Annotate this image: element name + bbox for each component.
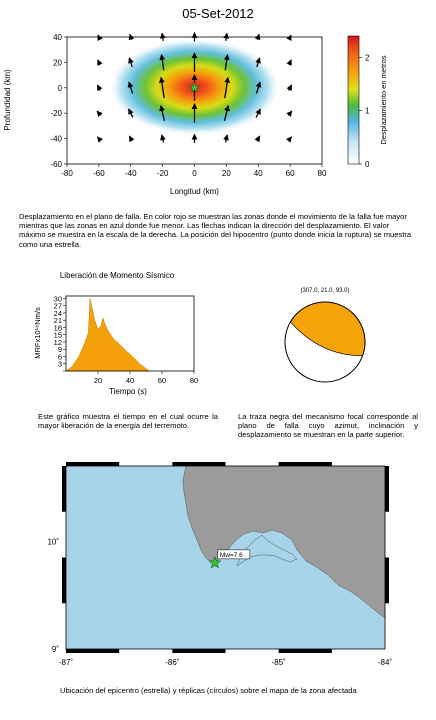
stf-y-tick-label: 9 bbox=[57, 345, 62, 355]
map-caption: Ubicación del epicentro (estrella) y réplicas (círculos) sobre el mapa de la zona afectada bbox=[60, 686, 357, 695]
slip-x-tick-label: 0 bbox=[192, 169, 197, 178]
map-lon-label: -85˚ bbox=[271, 658, 286, 667]
slip-x-tick-label: -80 bbox=[61, 169, 73, 178]
stf-y-tick-label: 21 bbox=[53, 316, 62, 326]
slip-x-label: Longitud (km) bbox=[170, 187, 219, 196]
map-frame-segment bbox=[385, 466, 389, 512]
magnitude-label: Mw=7.6 bbox=[219, 551, 243, 559]
mechanism-label: (307.0, 21.0, 93.0) bbox=[300, 288, 350, 294]
page-title: 05-Set-2012 bbox=[182, 6, 254, 21]
map-frame-segment bbox=[62, 558, 66, 604]
map-lat-label: 9˚ bbox=[51, 645, 59, 654]
map-frame-segment bbox=[279, 649, 332, 653]
map-lon-label: -86˚ bbox=[165, 658, 180, 667]
stf-y-tick-label: 30 bbox=[53, 294, 62, 304]
map-frame-segment bbox=[279, 462, 332, 466]
slip-y-tick-label: 20 bbox=[53, 58, 62, 68]
slip-distribution-chart bbox=[0, 26, 436, 201]
map-lon-label: -84˚ bbox=[377, 658, 393, 667]
stf-y-tick-label: 12 bbox=[53, 337, 62, 347]
slip-x-tick-label: 80 bbox=[317, 169, 327, 178]
stf-y-tick-label: 24 bbox=[53, 308, 62, 318]
slip-y-tick-label: -60 bbox=[50, 160, 62, 169]
colorbar-tick-label: 2 bbox=[365, 53, 370, 63]
map-frame-segment bbox=[62, 466, 66, 512]
colorbar-tick-label: 1 bbox=[365, 106, 370, 116]
slip-x-tick-label: -40 bbox=[124, 169, 137, 178]
stf-y-tick-label: 6 bbox=[57, 352, 62, 362]
mech-caption: La traza negra del mecanismo focal corresponde al plano de falla cuyo azimut, inclinación y desplazamiento se muestran en la parte superior. bbox=[238, 412, 418, 440]
slip-y-tick-label: 0 bbox=[57, 83, 62, 93]
map-frame-segment bbox=[66, 649, 119, 653]
location-map bbox=[0, 458, 436, 683]
colorbar-label: Desplazamiento en metros bbox=[379, 55, 388, 145]
stf-y-tick-label: 27 bbox=[53, 301, 62, 311]
map-lon-label: -87˚ bbox=[58, 658, 74, 667]
slip-x-tick-label: 60 bbox=[285, 169, 295, 178]
map-frame-segment bbox=[172, 649, 225, 653]
map-lat-label: 10˚ bbox=[47, 537, 59, 547]
moment-release-chart bbox=[0, 266, 220, 401]
map-frame-segment bbox=[385, 558, 389, 604]
stf-title: Liberación de Momento Sísmico bbox=[59, 271, 175, 280]
stf-x-label: Tiempo (s) bbox=[109, 387, 147, 396]
slip-y-tick-label: -40 bbox=[50, 134, 62, 144]
slip-y-tick-label: 40 bbox=[53, 33, 62, 42]
stf-x-tick-label: 20 bbox=[93, 376, 103, 385]
slip-x-tick-label: 40 bbox=[253, 169, 263, 178]
stf-x-tick-label: 60 bbox=[157, 376, 167, 385]
slip-x-tick-label: -60 bbox=[93, 169, 105, 178]
stf-x-tick-label: 80 bbox=[189, 376, 199, 385]
slip-x-tick-label: -20 bbox=[156, 169, 169, 178]
map-frame-segment bbox=[172, 462, 225, 466]
stf-y-label: MRFx10¹⁸Nm/s bbox=[33, 307, 42, 359]
slip-x-tick-label: 20 bbox=[221, 169, 231, 178]
stf-y-tick-label: 15 bbox=[53, 330, 62, 340]
focal-mechanism bbox=[270, 280, 390, 390]
stf-caption: Este gráfico muestra el tiempo en el cual ocurre la mayor liberación de la energía del terremoto. bbox=[38, 412, 218, 431]
stf-y-tick-label: 3 bbox=[57, 359, 62, 369]
map-frame-segment bbox=[66, 462, 119, 466]
slip-y-label: Profundidad (km) bbox=[3, 69, 12, 131]
slip-colorbar bbox=[348, 36, 359, 164]
stf-area bbox=[66, 298, 149, 371]
stf-y-tick-label: 18 bbox=[53, 323, 62, 333]
slip-caption: Desplazamiento en el plano de falla. En color rojo se muestran las zonas donde el movimiento de la falla fue mayor mientras que las zonas en azul donde fue menor. Las flechas indican la dirección del desplazamiento. El valor máximo se muestra en la escala de la derecha. La posición del hipocentro (punto donde inicia la ruptura) se muestra como una estrella. bbox=[19, 212, 412, 249]
stf-x-tick-label: 40 bbox=[125, 376, 135, 385]
slip-y-tick-label: -20 bbox=[50, 109, 62, 119]
colorbar-tick-label: 0 bbox=[365, 160, 370, 169]
